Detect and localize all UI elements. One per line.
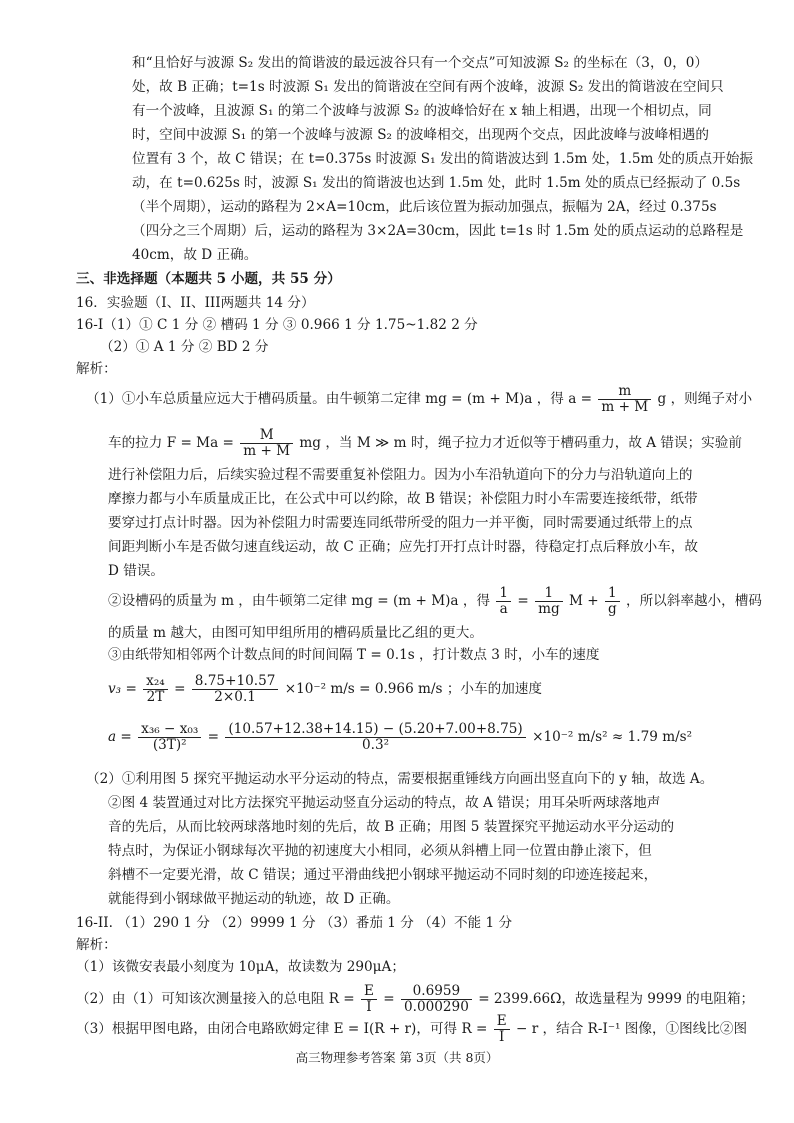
text-line: （半个周期），运动的路程为 2×A=10cm，此后该位置为振动加强点，振幅为 2A，经过 0.375s — [132, 199, 717, 215]
text-line: 要穿过打点计时器。因为补偿阻力时需要连同纸带所受的阻力一并平衡，同时需要通过纸带上的点 — [108, 515, 693, 531]
fraction — [598, 384, 651, 415]
section-heading: 三、非选择题（本题共 5 小题，共 55 分） — [76, 271, 341, 287]
denominator: a — [499, 601, 508, 617]
text-line: 有一个波峰，且波源 S₁ 的第二个波峰与波源 S₂ 的波峰恰好在 x 轴上相遇，出现一个相切点，同 — [132, 103, 712, 119]
numerator: 0.6959 — [401, 984, 472, 1000]
text-line: 位置有 3 个，故 C 错误；在 t=0.375s 时波源 S₁ 发出的简谐波达到 1.5m 处，1.5m 处的质点开始振 — [132, 151, 753, 167]
text-segment: = — [383, 991, 395, 1007]
fraction — [401, 984, 472, 1015]
text-line: 时，空间中波源 S₁ 的第一个波峰与波源 S₂ 的波峰相交，出现两个交点，因此波峰与波峰相遇的 — [132, 127, 709, 143]
answer-line: 16-II. （1）290 1 分 （2）9999 1 分 （3）番茄 1 分 （4）不能 1 分 — [76, 915, 513, 931]
text-segment: g ，则绳子对小 — [657, 391, 753, 407]
fraction — [494, 1014, 510, 1045]
text-segment: v₃ = — [108, 681, 137, 697]
answer-line: 16-I（1）① C 1 分 ② 槽码 1 分 ③ 0.966 1 分 1.75~1.82 2 分 — [76, 317, 478, 333]
page-footer: 高三物理参考答案 第 3页（共 8页） — [295, 1050, 499, 1065]
answer-line: （2）① A 1 分 ② BD 2 分 — [100, 339, 269, 355]
fraction — [240, 428, 293, 459]
denominator: 0.3² — [362, 737, 390, 753]
text-segment: 车的拉力 F = Ma = — [108, 435, 234, 451]
text-segment: mg ，当 M ≫ m 时，绳子拉力才近似等于槽码重力，故 A 错误；实验前 — [299, 435, 742, 451]
denominator: mg — [538, 601, 560, 617]
text-line: 特点时，为保证小钢球每次平抛的初速度大小相同，必须从斜槽上同一位置由静止滚下，但 — [108, 843, 652, 859]
text-line: （1）该微安表最小刻度为 10μA，故读数为 290μA； — [76, 959, 405, 975]
text-line: 间距判断小车是否做匀速直线运动，故 C 正确；应先打开打点计时器，待稳定打点后释放小车，故 — [108, 539, 698, 555]
formula-line — [108, 428, 742, 459]
fraction — [225, 722, 525, 753]
formula-line — [86, 384, 752, 415]
denominator: g — [607, 601, 617, 617]
text-segment: a = — [108, 729, 132, 745]
text-line: 的质量 m 越大，由图可知甲组所用的槽码质量比乙组的更大。 — [108, 625, 483, 641]
text-line: 就能得到小钢球做平抛运动的轨迹，故 D 正确。 — [108, 891, 400, 907]
text-segment: ×10⁻² m/s = 0.966 m/s ；小车的加速度 — [284, 681, 542, 697]
text-segment: = 2399.66Ω，故选量程为 9999 的电阻箱； — [478, 991, 755, 1007]
numerator: E — [361, 984, 377, 1000]
denominator: m + M — [243, 443, 291, 459]
text-line: （四分之三个周期）后，运动的路程为 3×2A=30cm，因此 t=1s 时 1.5m 处的质点运动的总路程是 — [132, 223, 744, 239]
fraction — [138, 722, 201, 753]
text-line: 40cm，故 D 正确。 — [132, 247, 258, 263]
numerator: 1 — [605, 586, 620, 602]
numerator: 8.75+10.57 — [192, 674, 279, 690]
text-segment: = — [174, 681, 186, 697]
numerator: 1 — [496, 586, 511, 602]
text-line: 进行补偿阻力后，后续实验过程不需要重复补偿阻力。因为小车沿轨道向下的分力与沿轨道向上的 — [108, 467, 693, 483]
text-segment: （2）由（1）可知该次测量接入的总电阻 R = — [76, 991, 355, 1007]
denominator: 2×0.1 — [214, 689, 256, 705]
text-line: 动，在 t=0.625s 时，波源 S₁ 发出的简谐波也达到 1.5m 处，此时 1.5m 处的质点已经振动了 0.5s — [132, 175, 741, 191]
analysis-label: 解析： — [76, 361, 117, 377]
fraction — [535, 586, 563, 617]
denominator: 0.000290 — [403, 999, 469, 1015]
text-line: 和“且恰好与波源 S₂ 发出的简谐波的最远波谷只有一个交点”可知波源 S₂ 的坐标在（3，0，0） — [132, 55, 709, 71]
text-line: 斜槽不一定要光滑，故 C 错误；通过平滑曲线把小钢球平抛运动不同时刻的印迹连接起来， — [108, 867, 658, 883]
analysis-label: 解析： — [76, 937, 117, 953]
numerator: E — [494, 1014, 510, 1030]
text-segment: ②设槽码的质量为 m ，由牛顿第二定律 mg = (m + M)a ，得 — [108, 593, 491, 609]
formula-line: ②设槽码的质量为 m ，由牛顿第二定律 mg = (m + M)a ，得 $\frac{1}{a}$ = $\frac{1}{mg}$ M + $\frac{1}{g}$ ，所以斜率越小，槽码 — [108, 585, 762, 617]
denominator: I — [499, 1029, 505, 1045]
numerator: x₃₆ − x₀₃ — [138, 722, 201, 738]
text-segment: M + — [569, 593, 599, 609]
text-segment: ×10⁻² m/s² ≈ 1.79 m/s² — [532, 729, 693, 745]
numerator: 1 — [535, 586, 563, 602]
numerator: M — [240, 428, 293, 444]
fraction — [496, 586, 511, 617]
formula-line — [108, 722, 692, 753]
text-line: 音的先后，从而比较两球落地时刻的先后，故 B 正确；用图 5 装置探究平抛运动水平分运动的 — [108, 819, 675, 835]
formula-line — [108, 674, 542, 705]
denominator: (3T)² — [152, 737, 187, 753]
text-segment: = — [207, 729, 220, 745]
denominator: m + M — [601, 399, 649, 415]
denominator: 2T — [146, 689, 165, 705]
text-segment: （1）①小车总质量应远大于槽码质量。由牛顿第二定律 mg = (m + M)a ，得 a = — [86, 391, 593, 407]
text-line: ②图 4 装置通过对比方法探究平抛运动竖直分运动的特点，故 A 错误；用耳朵听两球落地声 — [108, 795, 661, 811]
numerator: x₂₄ — [143, 674, 168, 690]
text-line: ③由纸带知相邻两个计数点间的时间间隔 T = 0.1s ，打计数点 3 时，小车的速度 — [108, 647, 600, 663]
numerator: (10.57+12.38+14.15) − (5.20+7.00+8.75) — [225, 722, 525, 738]
text-segment: （3）根据甲图电路，由闭合电路欧姆定律 E = I(R + r)，可得 R = — [76, 1021, 488, 1037]
fraction — [192, 674, 279, 705]
denominator: I — [366, 999, 372, 1015]
fraction — [605, 586, 620, 617]
text-segment: − r ，结合 R-I⁻¹ 图像，①图线比②图 — [516, 1021, 748, 1037]
text-line: 摩擦力都与小车质量成正比，在公式中可以约除，故 B 错误；补偿阻力时小车需要连接纸带，纸带 — [108, 491, 698, 507]
text-line: D 错误。 — [108, 563, 165, 579]
fraction — [361, 984, 377, 1015]
text-segment: ，所以斜率越小，槽码 — [626, 593, 762, 609]
text-line: （2）①利用图 5 探究平抛运动水平分运动的特点，需要根据重锤线方向画出竖直向下的 y 轴，故选 A。 — [86, 771, 714, 787]
numerator: m — [598, 384, 651, 400]
fraction — [143, 674, 168, 705]
formula-line — [76, 1014, 747, 1045]
question-heading: 16．实验题（I、II、III两题共 14 分） — [76, 295, 315, 311]
text-line: 处，故 B 正确；t=1s 时波源 S₁ 发出的简谐波在空间有两个波峰，波源 S₂ 发出的简谐波在空间只 — [132, 79, 724, 95]
formula-line — [76, 984, 754, 1015]
